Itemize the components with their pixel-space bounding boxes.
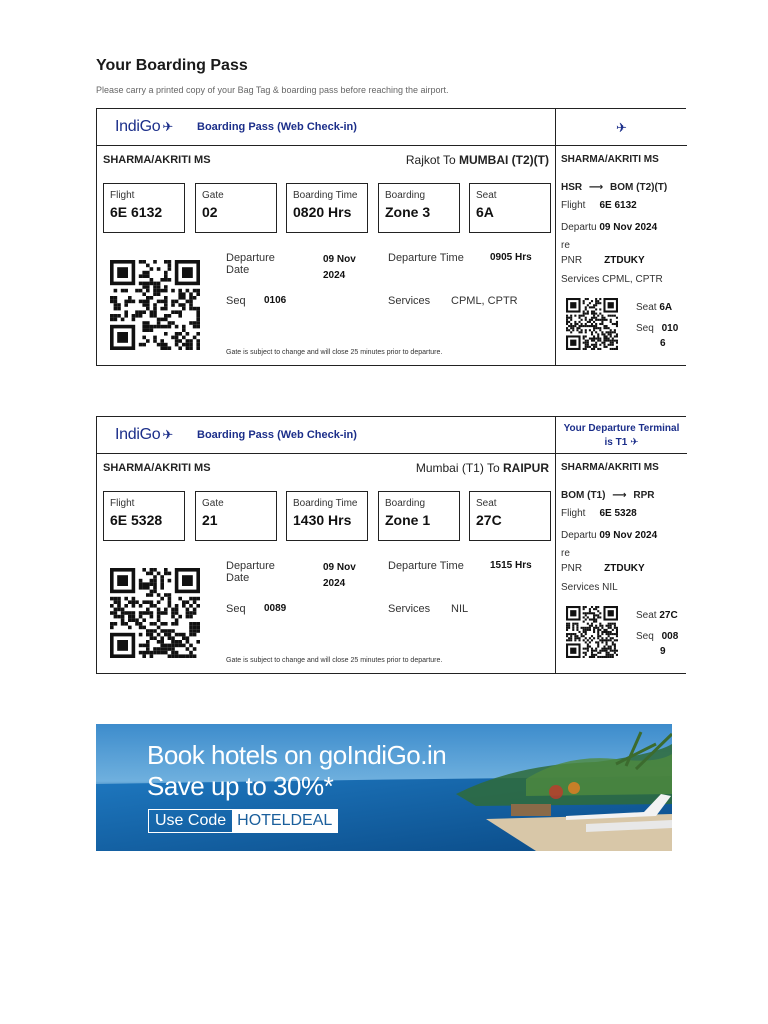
- pass-main: [97, 417, 556, 673]
- departure-time-label: Departure Time: [388, 252, 464, 264]
- stub-seat: Seat 27C: [636, 610, 678, 621]
- departure-date-label: Departure Date: [226, 560, 275, 584]
- departure-time: 0905 Hrs: [490, 252, 532, 263]
- pass-stub: [556, 417, 687, 673]
- services-value: CPML, CPTR: [451, 295, 518, 307]
- stub-departure: Departu 09 Nov 2024 re: [561, 222, 658, 251]
- qr-code: [110, 567, 200, 659]
- boarding-time-box: Boarding Time 1430 Hrs: [286, 491, 368, 541]
- stub-pnr: PNR ZTDUKY: [561, 255, 645, 266]
- indigo-logo: IndiGo ✈: [115, 426, 173, 443]
- seq-value: 0106: [264, 295, 287, 306]
- pass-header-title: Boarding Pass (Web Check-in): [197, 121, 357, 133]
- stub-flight: Flight 6E 5328: [561, 508, 637, 519]
- route: Rajkot To MUMBAI (T2)(T): [405, 153, 549, 167]
- pass-stub: [556, 109, 687, 365]
- stub-header: [556, 417, 687, 454]
- route: Mumbai (T1) To RAIPUR: [415, 461, 549, 475]
- stub-services: Services CPML, CPTR: [561, 274, 663, 285]
- pass-header: [97, 417, 555, 454]
- seq-label: Seq: [226, 603, 246, 615]
- seat-box: Seat 6A: [469, 183, 551, 233]
- stub-passenger-name: SHARMA/AKRITI MS: [561, 154, 659, 165]
- seq-value: 0089: [264, 603, 287, 614]
- stub-seat: Seat 6A: [636, 302, 673, 313]
- stub-pnr: PNR ZTDUKY: [561, 563, 645, 574]
- arrow-right-icon: ⟶: [588, 182, 604, 193]
- departure-date: 09 Nov 2024: [323, 254, 356, 281]
- plane-icon: ✈: [162, 427, 173, 442]
- promo-code: Use Code HOTELDEAL: [148, 809, 338, 833]
- departure-time: 1515 Hrs: [490, 560, 532, 571]
- boarding-zone-box: Boarding Zone 1: [378, 491, 460, 541]
- pass-main: [97, 109, 556, 365]
- stub-header: [556, 109, 687, 146]
- banner-headline: Book hotels on goIndiGo.in: [147, 740, 447, 770]
- gate-box: Gate 21: [195, 491, 277, 541]
- plane-icon: ✈: [162, 119, 173, 134]
- stub-flight: Flight 6E 6132: [561, 200, 637, 211]
- stub-route: HSR ⟶ BOM (T2)(T): [561, 182, 668, 193]
- departure-terminal-notice: Your Departure Terminal is T1 ✈: [563, 423, 680, 448]
- stub-route: BOM (T1) ⟶ RPR: [561, 490, 655, 501]
- stub-services: Services NIL: [561, 582, 618, 593]
- departure-date: 09 Nov 2024: [323, 562, 356, 589]
- gate-note: Gate is subject to change and will close 25 minutes prior to departure.: [226, 349, 443, 356]
- flight-box: Flight 6E 6132: [103, 183, 185, 233]
- services-value: NIL: [451, 603, 469, 615]
- services-label: Services: [388, 603, 431, 615]
- banner-offer: Save up to 30%*: [147, 771, 334, 801]
- page-title: Your Boarding Pass: [96, 57, 248, 74]
- boarding-pass-1: [96, 108, 686, 366]
- services-label: Services: [388, 295, 431, 307]
- arrow-right-icon: ⟶: [612, 490, 627, 501]
- qr-code: [566, 605, 618, 659]
- passenger-name: SHARMA/AKRITI MS: [103, 462, 211, 474]
- stub-passenger-name: SHARMA/AKRITI MS: [561, 462, 659, 473]
- plane-icon: ✈: [616, 120, 627, 135]
- departure-date-label: Departure Date: [226, 252, 275, 276]
- pass-header-title: Boarding Pass (Web Check-in): [197, 429, 357, 441]
- qr-code: [110, 259, 200, 351]
- pass-header: [97, 109, 555, 146]
- passenger-name: SHARMA/AKRITI MS: [103, 154, 211, 166]
- stub-seq: Seq 008 9: [636, 631, 679, 657]
- boarding-zone-box: Boarding Zone 3: [378, 183, 460, 233]
- stub-departure: Departu 09 Nov 2024 re: [561, 530, 658, 559]
- hotel-promo-banner[interactable]: [96, 724, 672, 851]
- gate-note: Gate is subject to change and will close 25 minutes prior to departure.: [226, 657, 443, 664]
- page-subtitle: Please carry a printed copy of your Bag Tag & boarding pass before reaching the airport.: [96, 85, 449, 95]
- plane-icon: ✈: [630, 437, 639, 448]
- qr-code: [566, 297, 618, 351]
- seq-label: Seq: [226, 295, 246, 307]
- seat-box: Seat 27C: [469, 491, 551, 541]
- gate-box: Gate 02: [195, 183, 277, 233]
- boarding-pass-2: [96, 416, 686, 674]
- departure-time-label: Departure Time: [388, 560, 464, 572]
- indigo-logo: IndiGo ✈: [115, 118, 173, 135]
- boarding-time-box: Boarding Time 0820 Hrs: [286, 183, 368, 233]
- flight-box: Flight 6E 5328: [103, 491, 185, 541]
- stub-seq: Seq 010 6: [636, 323, 679, 349]
